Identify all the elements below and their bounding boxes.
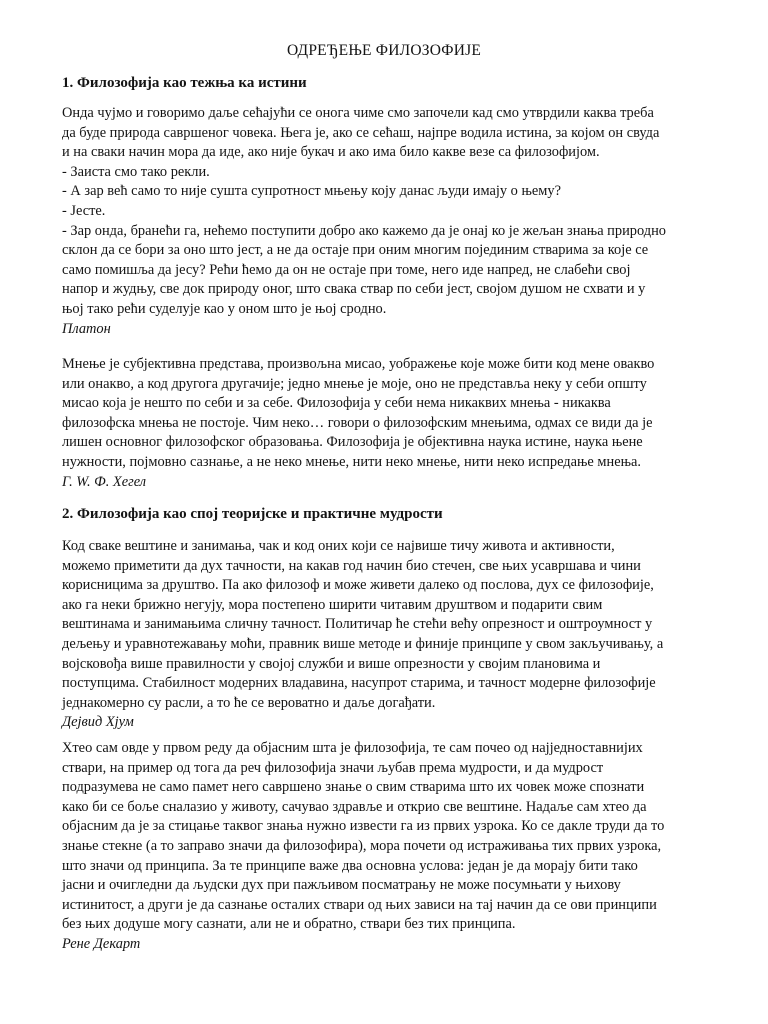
passage-line: ствари, на пример од тога да реч филозофија значи љубав према мудрости, и да мудрост [62,759,604,776]
passage-line: ако га неки брижно негују, мора постепено ширити читавим друштвом и подарити свим [62,596,603,613]
passage-line: - Јесте. [62,202,106,219]
passage-line: само помишља да јесу? Рећи ћемо да он не остаје при томе, него иде напред, не слабећи свој [62,261,631,278]
passage-line: мисао која је нешто по себи и за себе. Филозофија у себи нема никаквих мнења - никаква [62,395,611,412]
section-heading-2: 2. Филозофија као спој теоријске и практичне мудрости [62,506,443,522]
passage-author: Дејвид Хјум [62,714,134,731]
passage-line: како би се боље сналазио у животу, сачувао здравље и открио све вештине. Надаље сам хтео да [62,798,647,815]
passage-line: напор и жудњу, све док природу оног, што свака ствар по себи јест, својом душом не схвати и у [62,281,646,298]
passage-line: корисницима за друштво. Па ако филозоф и може живети далеко од послова, дух се филозофије, [62,577,654,594]
passage-line: Хтео сам овде у првом реду да објасним шта је филозофија, те сам почео од најједноставнијих [62,740,643,756]
passage-line: или онакво, а код другога другачије; једно мнење је моје, оно не представља неку у себи општу [62,375,647,392]
passage-line: једнакомерно су расли, а то ће се вероватно и даље догађати. [62,694,436,711]
passage-author: Г. W. Ф. Хегел [62,473,147,490]
passage-line: без њих додуше могу сазнати, али не и обратно, ствари без тих принципа. [62,916,516,933]
passage-line: њој тако рећи суделује као у оном што је њој сродно. [62,300,387,317]
passage-descartes [62,739,722,955]
passage-line: Код сваке вештине и занимања, чак и код оних који се највише тичу живота и активности, [62,538,615,554]
passage-line: склон да се бори за оно што јест, а не да остаје при оним многим појединим стварима за које се [62,242,649,259]
passage-hegel [62,355,722,492]
passage-line: поступцима. Стабилност модерних владавина, насупрот старима, и тачност модерне филозофије [62,675,656,692]
passage-line: нужности, појмовно сазнање, а не неко мнење, нити неко мнење, нити неко испредање мнења. [62,453,641,470]
passage-line: Мнење је субјективна представа, произвољна мисао, уображење које може бити код мене овакво [62,356,655,372]
passage-line: објасним да је за стицање таквог знања нужно извести га из првих узрока. Ко се дакле труди да то [62,818,665,835]
passage-line: јасни и очигледни да људски дух при пажљивом посматрању не може посумњати у њихову [62,877,621,894]
passage-line: војсковођа више правилности у својој служби и више опрезности у својим плановима и [62,655,601,672]
passage-hume [62,537,722,733]
section-heading-1: 1. Филозофија као тежња ка истини [62,75,307,91]
document-title: ОДРЕЂЕЊЕ ФИЛОЗОФИЈЕ [286,42,482,59]
passage-line: што значи од принципа. За те принципе важе два основна услова: један је да морају бити тако [62,857,638,874]
passage-author: Платон [62,320,111,337]
passage-line: можемо приметити да дух тачности, на какав год начин био стечен, све њих усавршава и чини [62,557,641,574]
passage-line: вештинама и занимањима сличну тачност. Политичар ће стећи већу опрезност и оштроумност у [62,616,653,633]
passage-line: знање стекне (а то заправо значи да филозофира), мора почети од истраживања тих првих узрока, [62,837,662,854]
passage-line: лишен основног филозофског образовања. Филозофија је објективна наука истине, наука њене [62,434,643,451]
passage-author: Рене Декарт [62,935,141,952]
passage-line: истинитост, а други је да сазнање осталих ствари од њих зависи на тај начин да се ови принципи [62,896,657,913]
passage-line: - А зар већ само то није сушта супротност мњењу коју данас људи имају о њему? [62,183,561,200]
passage-line: - Зар онда, бранећи га, нећемо поступити добро ако кажемо да је онај ко је жељан знања природно [62,222,666,239]
passage-line: филозофска мнења не постоје. Чим неко… говори о филозофским мнењима, одмах се види да је [62,414,653,431]
passage-line: и на сваки начин мора да иде, ако није букач и ако има било какве везе са филозофијом. [62,144,600,161]
passage-plato [62,104,722,339]
passage-line: подразумева не само памет него савршено знање о свим стварима што их човек може спознати [62,779,645,796]
passage-line: Онда чујмо и говоримо даље сећајући се онога чиме смо започели кад смо утврдили каква треба [62,105,654,121]
passage-line: да буде природа савршеног човека. Њега је, ако се сећаш, најпре водила истина, за којом он свуда [62,124,660,141]
passage-line: - Заиста смо тако рекли. [62,163,210,180]
passage-line: дељењу и уравнотежавању моћи, правник више методе и финије принципе у свом закључивању, а [62,635,664,652]
